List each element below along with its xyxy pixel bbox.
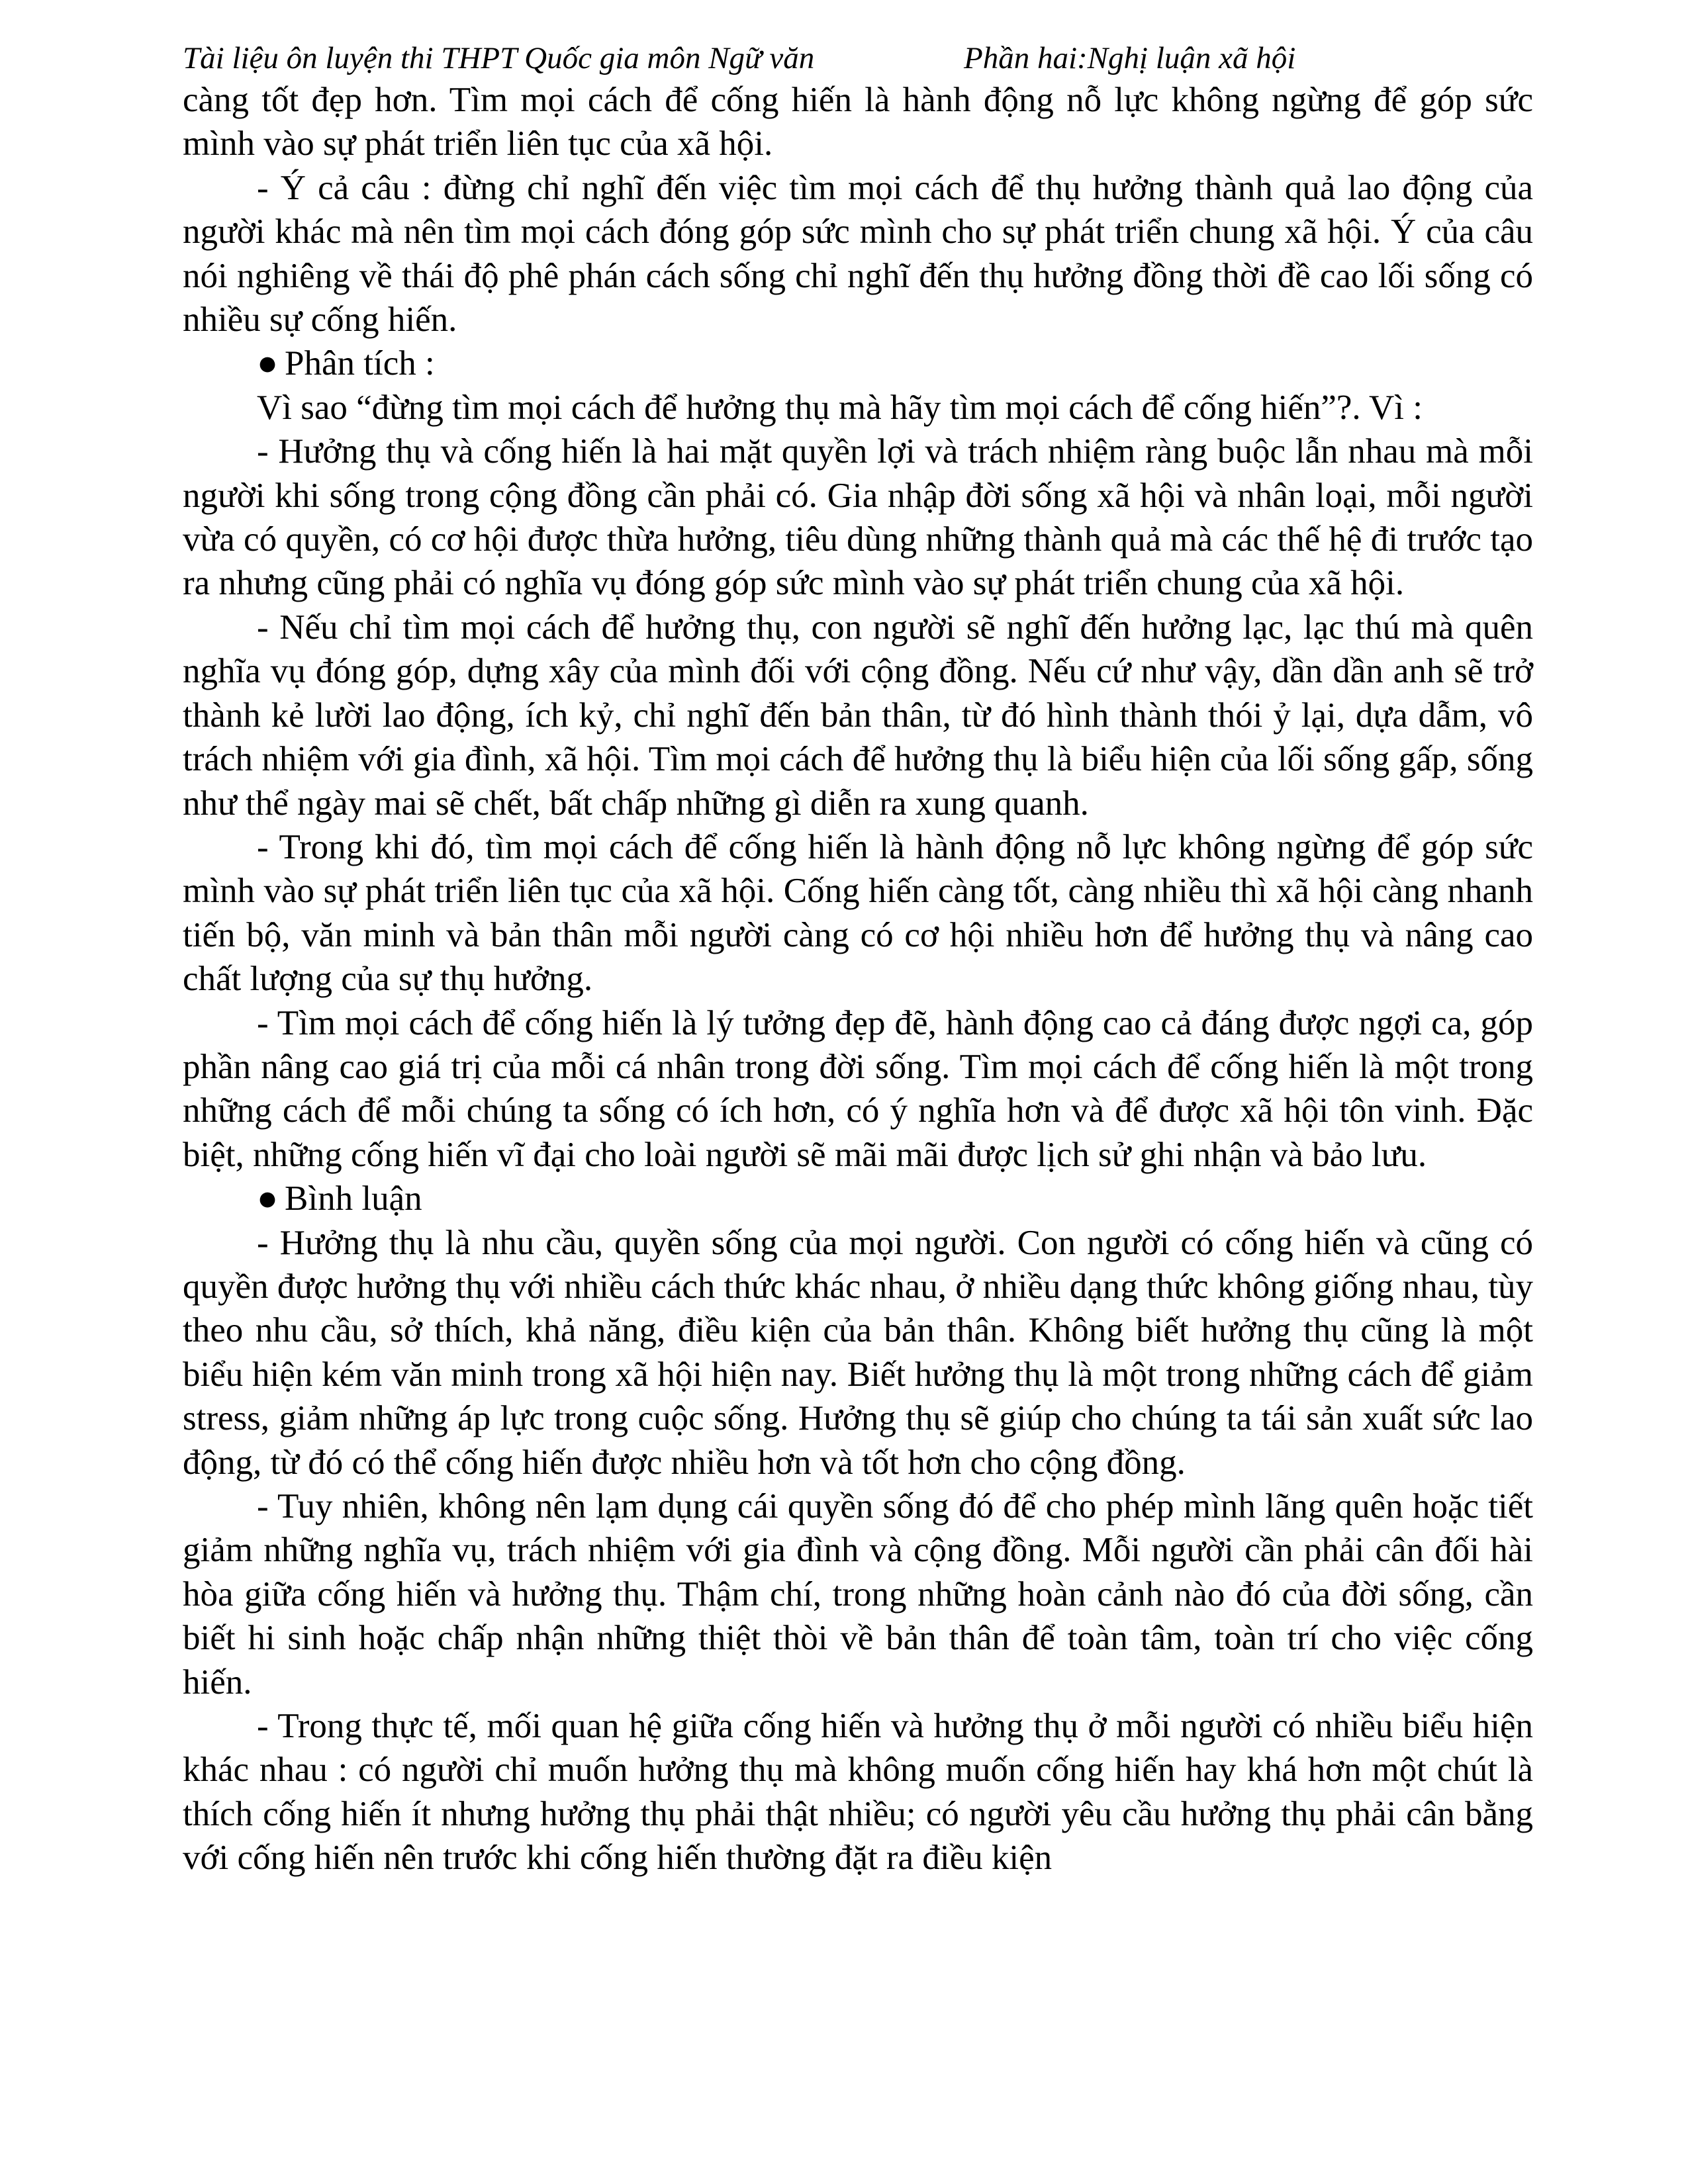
bullet-icon: ●	[257, 1179, 279, 1218]
paragraph-text: - Hưởng thụ là nhu cầu, quyền sống của mọi người. Con người có cống hiến và cũng có quyền được hưởng thụ với nhiều cách thức khác nhau, ở nhiều dạng thức không giống nhau, tùy theo nhu cầu, sở thích, khả năng, điều kiện của bản thân. Không biết hưởng thụ cũng là một biểu hiện kém văn minh trong xã hội hiện nay. Biết hưởng thụ là một trong những cách để giảm stress, giảm những áp lực trong cuộc sống. Hưởng thụ sẽ giúp cho chúng ta tái sản xuất sức lao động, từ đó có thể cống hiến được nhiều hơn và tốt hơn cho cộng đồng.	[183, 1223, 1533, 1482]
paragraph-text: Vì sao “đừng tìm mọi cách để hưởng thụ mà hãy tìm mọi cách để cống hiến”?. Vì :	[257, 388, 1423, 427]
paragraph-analysis-2	[183, 606, 1533, 825]
paragraph-analysis-1	[183, 430, 1533, 606]
paragraph-meaning	[183, 166, 1533, 342]
paragraph-text: - Tìm mọi cách để cống hiến là lý tưởng đẹp đẽ, hành động cao cả đáng được ngợi ca, góp phần nâng cao giá trị của mỗi cá nhân trong đời sống. Tìm mọi cách để cống hiến là một trong những cách để mỗi chúng ta sống có ích hơn, có ý nghĩa hơn và để được xã hội tôn vinh. Đặc biệt, những cống hiến vĩ đại cho loài người sẽ mãi mãi được lịch sử ghi nhận và bảo lưu.	[183, 1003, 1533, 1174]
paragraph-text: - Trong thực tế, mối quan hệ giữa cống hiến và hưởng thụ ở mỗi người có nhiều biểu hiện khác nhau : có người chỉ muốn hưởng thụ mà không muốn cống hiến hay khá hơn một chút là thích cống hiến ít nhưng hưởng thụ phải thật nhiều; có người yêu cầu hưởng thụ phải cân bằng với cống hiến nên trước khi cống hiến thường đặt ra điều kiện	[183, 1707, 1533, 1878]
paragraph-analysis-3	[183, 825, 1533, 1001]
paragraph-text: - Ý cả câu : đừng chỉ nghĩ đến việc tìm mọi cách để thụ hưởng thành quả lao động của người khác mà nên tìm mọi cách đóng góp sức mình cho sự phát triển chung xã hội. Ý của câu nói nghiêng về thái độ phê phán cách sống chỉ nghĩ đến thụ hưởng đồng thời đề cao lối sống có nhiều sự cống hiến.	[183, 168, 1533, 340]
paragraph-text: - Trong khi đó, tìm mọi cách để cống hiến là hành động nỗ lực không ngừng để góp sức mình vào sự phát triển liên tục của xã hội. Cống hiến càng tốt, càng nhiều thì xã hội càng nhanh tiến bộ, văn minh và bản thân mỗi người càng có cơ hội nhiều hơn để hưởng thụ và nâng cao chất lượng của sự thụ hưởng.	[183, 827, 1533, 999]
header-section-title: Phần hai:Nghị luận xã hội	[964, 41, 1296, 75]
page-header	[183, 38, 1507, 78]
paragraph-text: càng tốt đẹp hơn. Tìm mọi cách để cống hiến là hành động nỗ lực không ngừng để góp sức mình vào sự phát triển liên tục của xã hội.	[183, 81, 1533, 163]
bullet-icon: ●	[257, 344, 279, 383]
paragraph-continuation	[183, 78, 1533, 166]
document-body	[183, 78, 1533, 1880]
header-document-title: Tài liệu ôn luyện thi THPT Quốc gia môn Ngữ văn	[183, 41, 815, 75]
paragraph-commentary-3	[183, 1704, 1533, 1880]
paragraph-text: - Tuy nhiên, không nên lạm dụng cái quyền sống đó để cho phép mình lãng quên hoặc tiết giảm những nghĩa vụ, trách nhiệm với gia đình và cộng đồng. Mỗi người cần phải cân đối hài hòa giữa cống hiến và hưởng thụ. Thậm chí, trong những hoàn cảnh nào đó của đời sống, cần biết hi sinh hoặc chấp nhận những thiệt thòi về bản thân để toàn tâm, toàn trí cho việc cống hiến.	[183, 1487, 1533, 1702]
paragraph-commentary-1	[183, 1221, 1533, 1484]
section-heading-analysis	[183, 341, 1533, 385]
section-heading-commentary	[183, 1177, 1533, 1220]
paragraph-question	[183, 386, 1533, 430]
paragraph-text: - Hưởng thụ và cống hiến là hai mặt quyền lợi và trách nhiệm ràng buộc lẫn nhau mà mỗi người khi sống trong cộng đồng cần phải có. Gia nhập đời sống xã hội và nhân loại, mỗi người vừa có quyền, có cơ hội được thừa hưởng, tiêu dùng những thành quả mà các thế hệ đi trước tạo ra nhưng cũng phải có nghĩa vụ đóng góp sức mình vào sự phát triển chung của xã hội.	[183, 432, 1533, 603]
paragraph-text: - Nếu chỉ tìm mọi cách để hưởng thụ, con người sẽ nghĩ đến hưởng lạc, lạc thú mà quên nghĩa vụ đóng góp, dựng xây của mình đối với cộng đồng. Nếu cứ như vậy, dần dần anh sẽ trở thành kẻ lười lao động, ích kỷ, chỉ nghĩ đến bản thân, từ đó hình thành thói ỷ lại, dựa dẫm, vô trách nhiệm với gia đình, xã hội. Tìm mọi cách để hưởng thụ là biểu hiện của lối sống gấp, sống như thể ngày mai sẽ chết, bất chấp những gì diễn ra xung quanh.	[183, 608, 1533, 823]
section-heading-text: Bình luận	[285, 1179, 422, 1218]
paragraph-commentary-2	[183, 1484, 1533, 1704]
section-heading-text: Phân tích :	[285, 344, 435, 383]
paragraph-analysis-4	[183, 1001, 1533, 1177]
